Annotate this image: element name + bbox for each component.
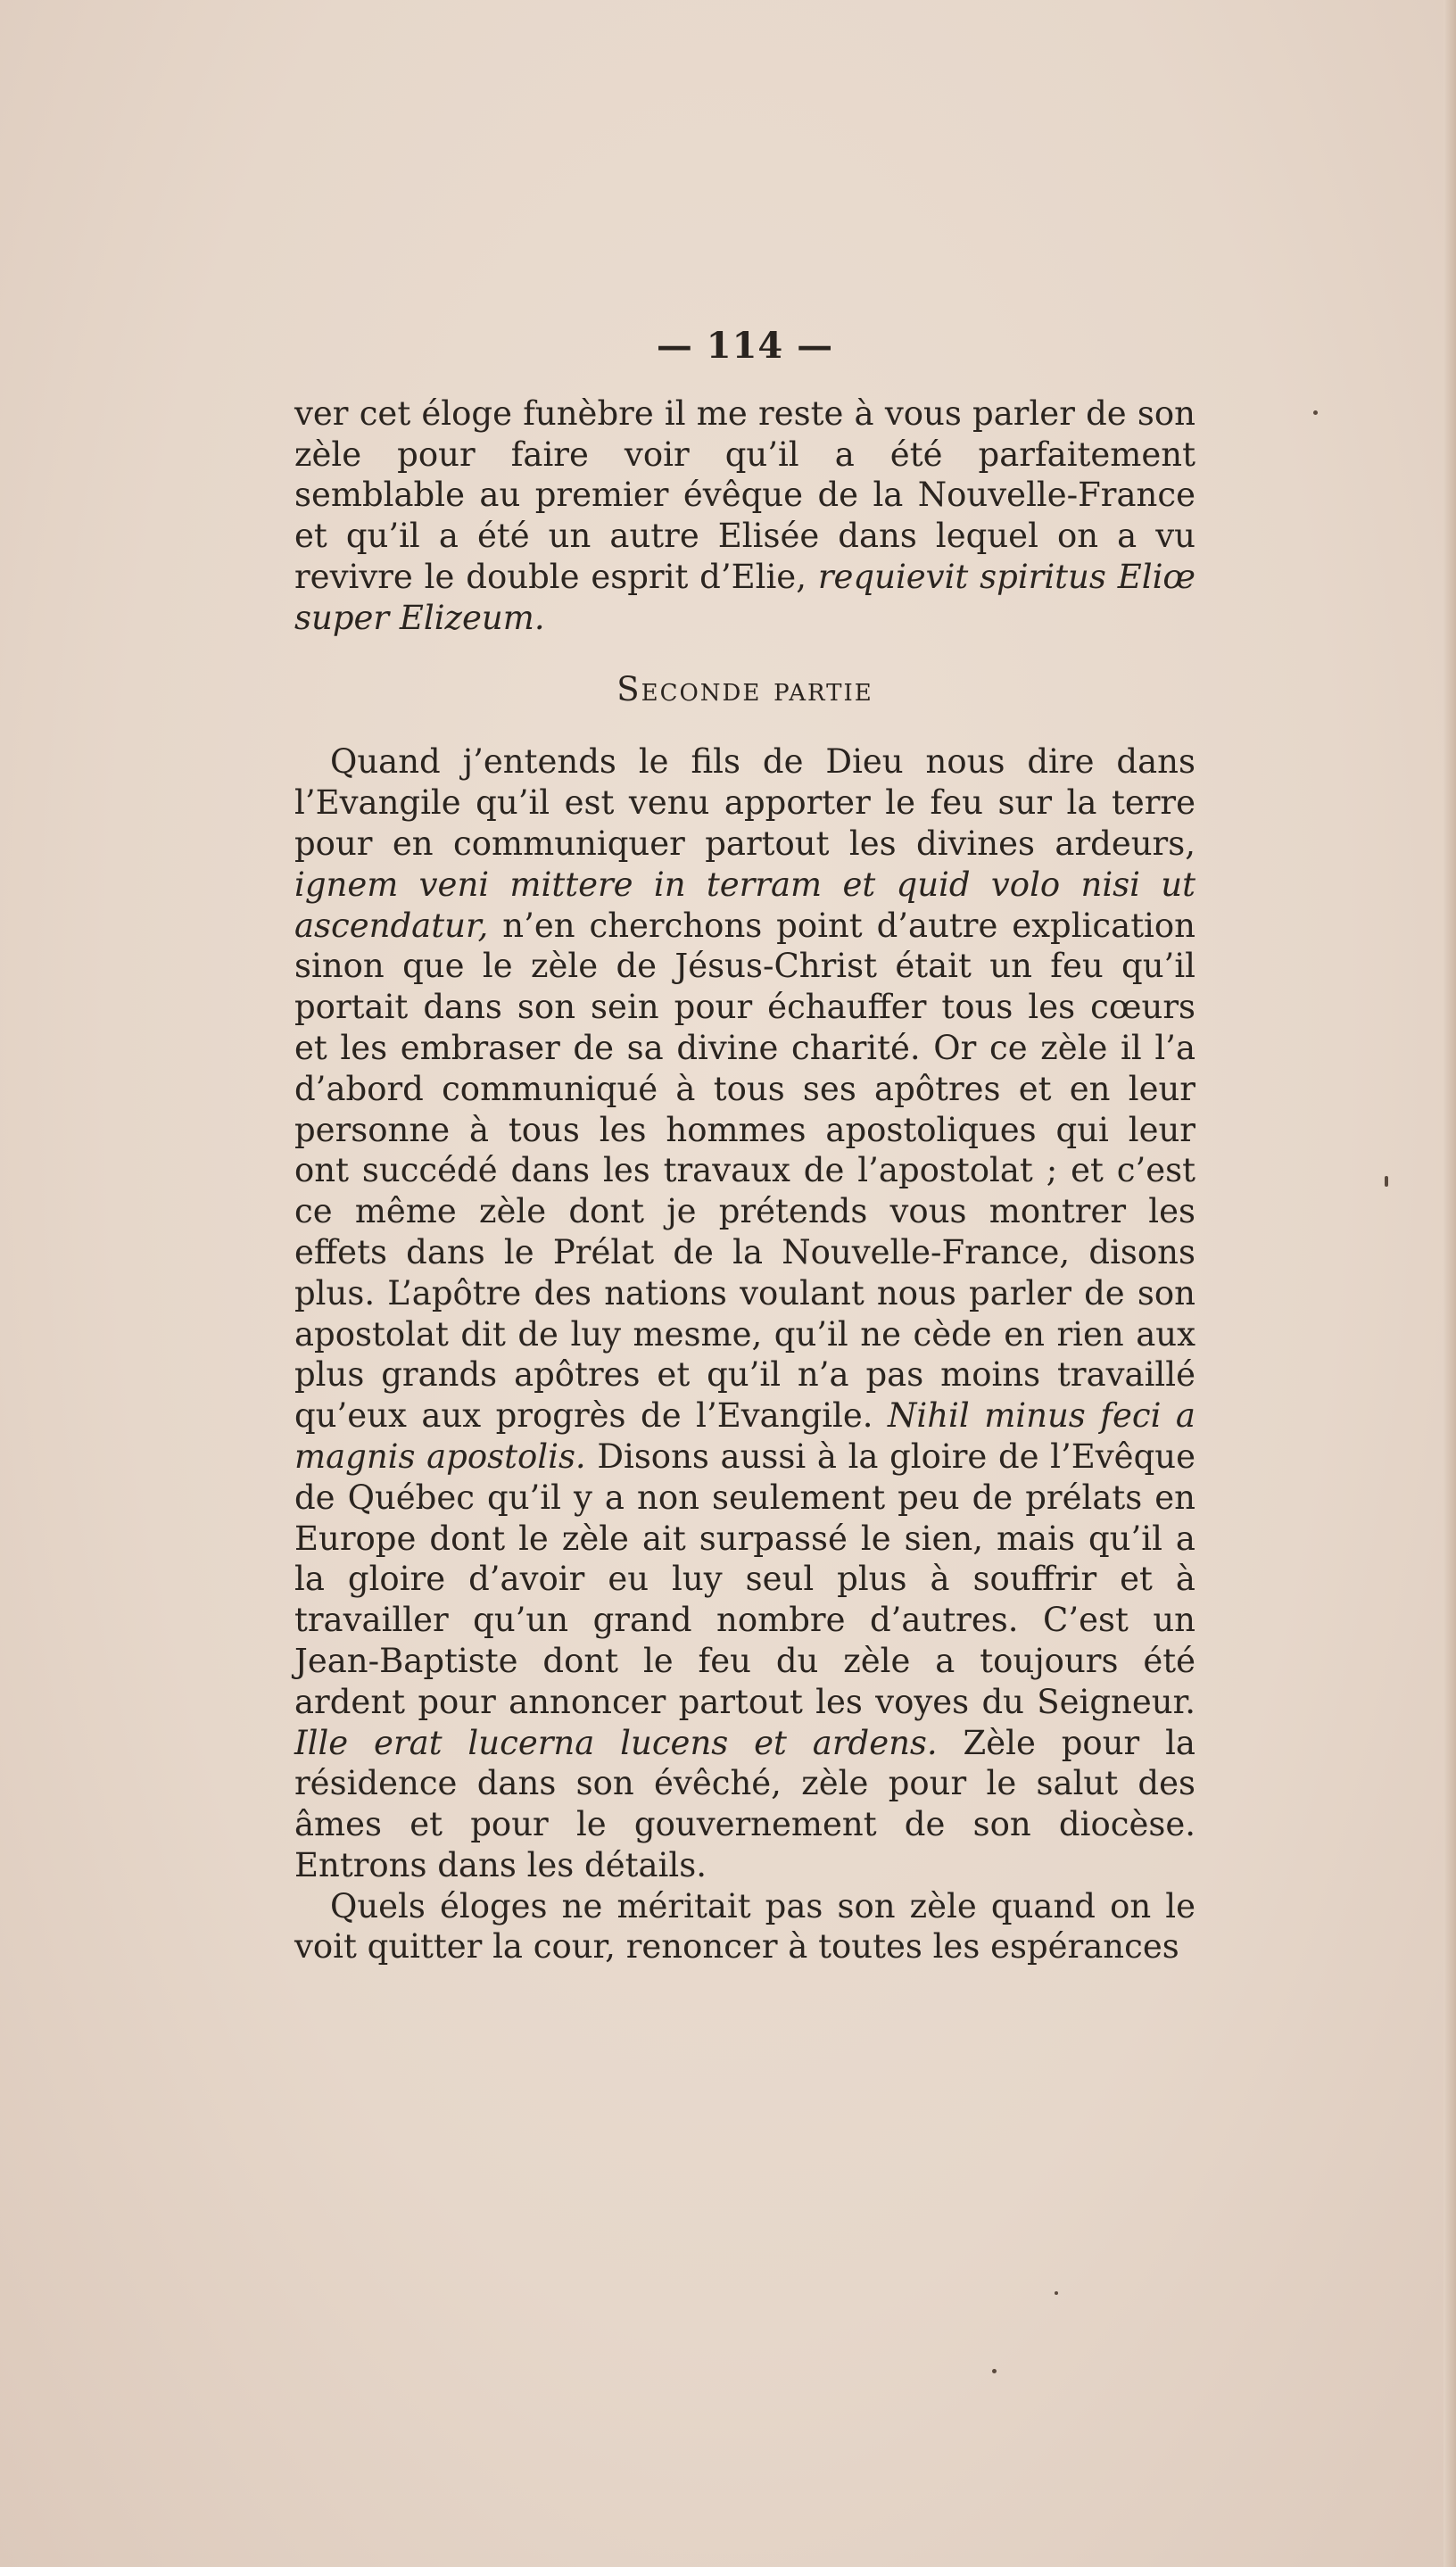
section-heading: Seconde partie <box>616 669 873 708</box>
paper-speck <box>1313 410 1318 415</box>
paragraph-2-part-1: Quand j’entends le fils de Dieu nous dire dans l’Evangile qu’il est venu apporter le feu sur la terre pour en communiquer partout les divines ardeurs, <box>294 742 1195 863</box>
paper-speck <box>1055 2291 1058 2295</box>
page-edge-shadow <box>1444 0 1456 2567</box>
paragraph-second-part <box>294 741 1195 1885</box>
paragraph-2-part-4: Zèle pour la résidence dans son évêché, zèle pour le salut des âmes et pour le gouvernement de son diocèse. Entrons dans les détails. <box>294 1723 1195 1884</box>
opening-paragraph <box>294 393 1195 639</box>
paragraph-2-part-2: n’en cherchons point d’autre explication sinon que le zèle de Jésus-Christ était un feu qu’il portait dans son sein pour échauffer tous les cœurs et les embraser de sa divine charité. Or ce zèle il l’a d’abord communiqué à tous ses apôtres et en leur personne à tous les hommes apostoliques qui leur ont succédé dans les travaux de l’apostolat ; et c’est ce même zèle dont je prétends vous montrer les effets dans le Prélat de la Nouvelle-France, disons plus. L’apôtre des nations voulant nous parler de son apostolat dit de luy mesme, qu’il ne cède en rien aux plus grands apôtres et qu’il n’a pas moins travaillé qu’eux aux progrès de l’Evangile. <box>294 906 1195 1436</box>
paragraph-2-part-3: Disons aussi à la gloire de l’Evêque de Québec qu’il y a non seulement peu de prélats en Europe dont le zèle ait surpassé le sien, mais qu’il a la gloire d’avoir eu luy seul plus à souffrir et à travailler qu’un grand nombre d’autres. C’est un Jean-Baptiste dont le feu du zèle a toujours été ardent pour annoncer partout les voyes du Seigneur. <box>294 1437 1195 1721</box>
opening-paragraph-text: ver cet éloge funèbre il me reste à vous parler de son zèle pour faire voir qu’il a été parfaitement semblable au premier évêque de la Nouvelle-France et qu’il a été un autre Elisée dans lequel on a vu revivre le double esprit d’Elie, <box>294 393 1195 596</box>
latin-quote-nihil: Nihil minus feci a magnis apostolis. <box>294 1396 1195 1476</box>
latin-quote-elisee: requievit spiritus Eliœ super Elizeum. <box>294 557 1195 637</box>
paper-speck <box>992 2369 997 2373</box>
page-number: — 114 — <box>656 325 834 367</box>
paragraph-third: Quels éloges ne méritait pas son zèle quand on le voit quitter la cour, renoncer à toutes les espérances <box>294 1886 1195 1967</box>
latin-quote-ille: Ille erat lucerna lucens et ardens. <box>294 1723 938 1762</box>
paper-speck <box>1385 1176 1388 1187</box>
page-text-block <box>294 326 1195 1967</box>
latin-quote-ignem: ignem veni mittere in terram et quid volo nisi ut ascendatur, <box>294 865 1195 945</box>
